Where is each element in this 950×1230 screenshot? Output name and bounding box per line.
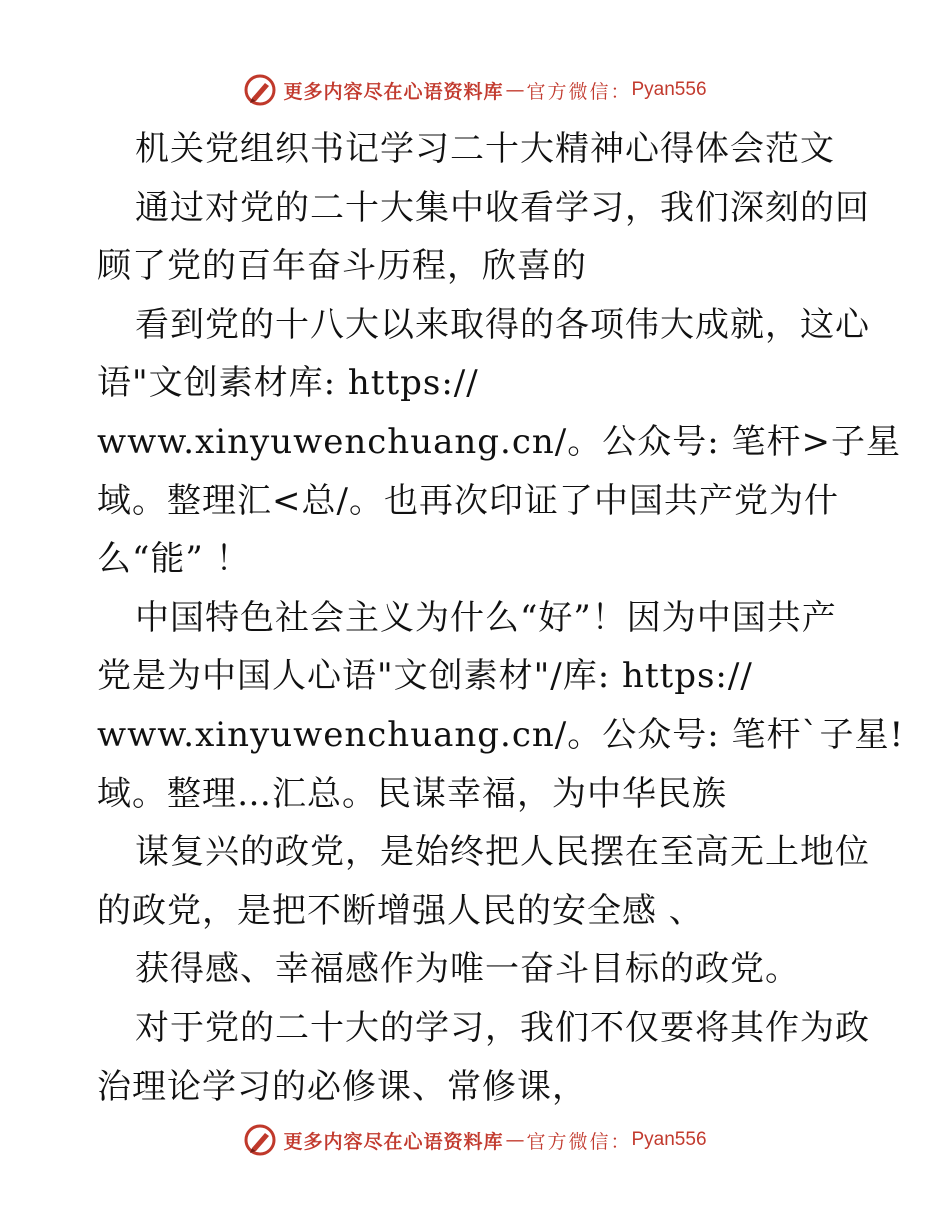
header-wechat-id: Pyan556 xyxy=(631,79,707,100)
text-line: 域。整理汇<总/。也再次印证了中国共产党为什 xyxy=(97,480,839,521)
footer-banner xyxy=(0,1120,950,1160)
text-line: 的政党，是把不断增强人民的安全感 、 xyxy=(97,890,704,931)
text-line: www.xinyuwenchuang.cn/。公众号: 笔杆`子星! xyxy=(97,714,905,755)
header-brand: 更多内容尽在心语资料库 xyxy=(283,80,504,103)
text-line: 党是为中国人心语"文创素材"/库: https:// xyxy=(97,656,753,697)
text-line: 对于党的二十大的学习，我们不仅要将其作为政 xyxy=(135,1007,870,1048)
text-line: 么“能” ！ xyxy=(97,539,251,580)
text-line: www.xinyuwenchuang.cn/。公众号: 笔杆>子星 xyxy=(97,421,901,462)
text-line: 谋复兴的政党，是始终把人民摆在至高无上地位 xyxy=(135,832,870,873)
text-line: 看到党的十八大以来取得的各项伟大成就，这心 xyxy=(135,304,870,345)
text-line: 中国特色社会主义为什么“好”！因为中国共产 xyxy=(135,597,837,638)
document-body xyxy=(97,120,905,1116)
text-line: 域。整理…汇总。民谋幸福，为中华民族 xyxy=(97,773,727,814)
header-separator: — xyxy=(505,79,525,101)
footer-brand: 更多内容尽在心语资料库 xyxy=(283,1130,504,1153)
text-line: 获得感、幸福感作为唯一奋斗目标的政党。 xyxy=(135,949,800,990)
text-line: 顾了党的百年奋斗历程，欣喜的 xyxy=(97,246,587,287)
pen-logo-icon xyxy=(243,73,277,107)
header-banner xyxy=(0,70,950,110)
document-title: 机关党组织书记学习二十大精神心得体会范文 xyxy=(135,129,835,169)
text-line: 治理论学习的必修课、常修课， xyxy=(97,1066,587,1107)
footer-separator: — xyxy=(505,1129,525,1151)
footer-wechat-label: 官方微信： xyxy=(526,1130,632,1153)
text-line: 通过对党的二十大集中收看学习，我们深刻的回 xyxy=(135,187,870,228)
footer-wechat-id: Pyan556 xyxy=(631,1129,707,1150)
text-line: 语"文创素材库: https:// xyxy=(97,363,479,404)
header-wechat-label: 官方微信： xyxy=(526,80,632,103)
pen-logo-icon xyxy=(243,1123,277,1157)
